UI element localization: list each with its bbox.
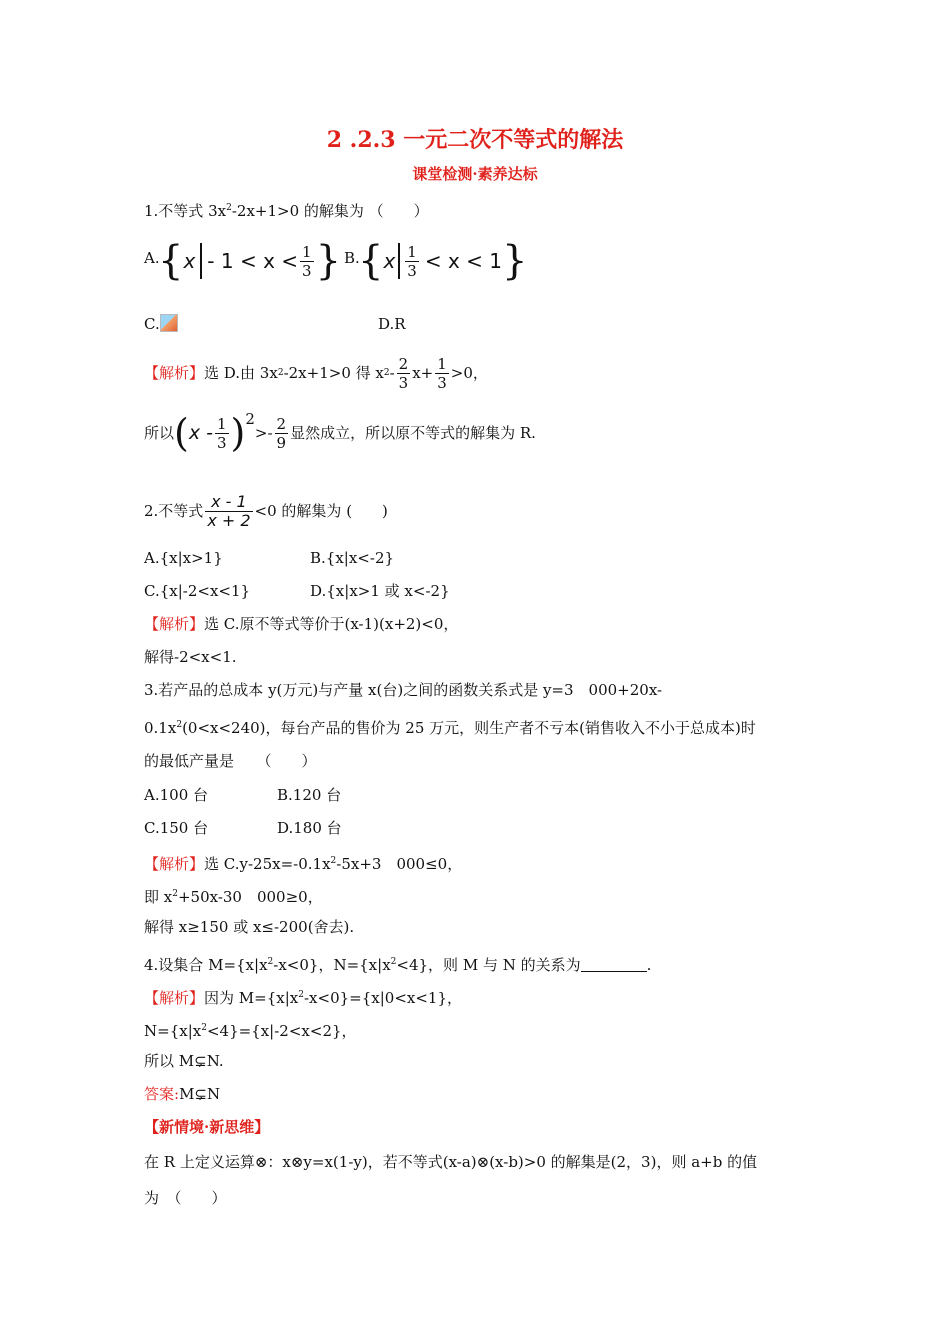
q1-option-c-label: C.	[144, 315, 160, 333]
q4-analysis-b: -x<0}={x|0<x<1}，	[303, 989, 463, 1007]
q4-answer	[144, 1084, 220, 1104]
analysis-tag: 【解析】	[144, 989, 205, 1007]
q3-analysis-line3: 解得 x≥150 或 x≤-200(舍去).	[144, 918, 355, 936]
q2-analysis	[144, 614, 458, 634]
set-bar-icon	[398, 243, 400, 279]
right-brace-icon: }	[502, 238, 528, 284]
q1-option-a-label: A.	[144, 249, 160, 267]
frac-den: 3	[437, 373, 447, 392]
q1-line2-frac2	[275, 415, 289, 452]
q1-stem-text-a: 1.不等式 3x	[144, 202, 227, 220]
q3-analysis-b: -5x+3 000≤0，	[336, 855, 463, 873]
new-scenario-line2: 为 （ ）	[144, 1189, 227, 1207]
q3-line2-b: (0<x<240)，每台产品的售价为 25 万元，则生产者不亏本(销售收入不小于总成本)时	[182, 719, 756, 737]
q1-line2-exp: 2	[245, 410, 255, 428]
q4-stem-a: 4.设集合 M={x|x	[144, 956, 268, 974]
analysis-tag: 【解析】	[144, 364, 205, 382]
q1-line2-frac	[215, 415, 229, 452]
frac-num: x - 1	[205, 493, 252, 512]
q3-stem-line2	[144, 715, 756, 738]
q3-analysis2-b: +50x-30 000≥0，	[177, 888, 323, 906]
q2-stem-a: 2.不等式	[144, 502, 204, 520]
q1-line2-b: >-	[254, 424, 273, 442]
q2-option-d: D.{x|x>1 或 x<-2}	[310, 582, 450, 600]
analysis-tag: 【解析】	[144, 855, 205, 873]
q1-option-a-math	[158, 236, 341, 286]
q1-line2-x: x -	[188, 422, 213, 444]
q1-option-a-var: x	[183, 249, 196, 273]
q1-option-a-frac	[300, 243, 314, 280]
left-paren-icon: (	[174, 411, 189, 455]
q1-analysis-a: 选 D.由 3x	[204, 364, 278, 382]
q3-analysis-line2	[144, 884, 323, 907]
q4-analysis2-a: N={x|x	[144, 1022, 202, 1040]
q3-analysis-a: 选 C.y-25x=-0.1x	[204, 855, 331, 873]
frac-den: 3	[398, 373, 409, 392]
frac-den: 3	[407, 261, 417, 280]
q3-stem-line1: 3.若产品的总成本 y(万元)与产量 x(台)之间的函数关系式是 y=3 000+20x-	[144, 681, 663, 699]
q4-analysis2-sup: 2	[201, 1023, 207, 1033]
frac-den: 9	[276, 433, 287, 452]
right-brace-icon: }	[315, 238, 342, 284]
page-subtitle: 课堂检测·素养达标	[412, 165, 538, 183]
frac-den: x + 2	[207, 510, 251, 530]
q3-analysis2-a: 即 x	[144, 888, 173, 906]
q1-line2-c: 显然成立，所以原不等式的解集为 R.	[290, 424, 536, 442]
q1-analysis-line2	[144, 408, 536, 458]
frac-num: 2	[398, 354, 409, 373]
q1-option-b-label: B.	[344, 249, 360, 267]
q4-stem-b: -x<0}，N={x|x	[273, 956, 391, 974]
q2-analysis-text: 选 C.原不等式等价于(x-1)(x+2)<0，	[204, 615, 459, 633]
q4-analysis2-b: <4}={x|-2<x<2}，	[206, 1022, 357, 1040]
q1-analysis-c: -	[389, 364, 395, 382]
q4-stem-c: <4}，则 M 与 N 的关系为	[396, 956, 581, 974]
q1-analysis-e: >0，	[450, 364, 488, 382]
q4-analysis-line2	[144, 1018, 357, 1041]
page-title: 2 .2.3 一元二次不等式的解法	[326, 127, 624, 153]
q1-option-d: D.R	[378, 315, 406, 333]
left-brace-icon: {	[358, 238, 384, 284]
right-paren-icon: )	[230, 411, 246, 455]
q1-analysis-sup: 2	[277, 368, 284, 378]
q1-analysis-sup2: 2	[383, 368, 390, 378]
q3-stem-line3: 的最低产量是 （ ）	[144, 752, 317, 770]
set-bar-icon	[200, 243, 202, 279]
q1-stem-sup: 2	[226, 203, 232, 213]
frac-num: 1	[216, 414, 227, 433]
frac-num: 1	[302, 242, 312, 261]
q2-analysis-line2: 解得-2<x<1.	[144, 648, 237, 666]
frac-den: 3	[216, 433, 227, 452]
q1-analysis-frac1	[397, 355, 411, 392]
q2-option-c: C.{x|-2<x<1}	[144, 582, 251, 600]
q4-analysis-line3: 所以 M⊊N.	[144, 1052, 224, 1070]
q1-option-b-frac	[405, 243, 419, 280]
q2-option-b: B.{x|x<-2}	[310, 549, 395, 567]
q3-line2-a: 0.1x	[144, 719, 177, 737]
q1-stem	[144, 198, 429, 221]
q1-option-b-var: x	[383, 249, 396, 273]
q3-option-c: C.150 台	[144, 819, 209, 837]
frac-den: 3	[302, 261, 312, 280]
q4-analysis	[144, 985, 462, 1008]
broken-image-icon	[160, 314, 178, 332]
q3-analysis-sup: 2	[330, 856, 337, 866]
q1-option-a-mid: - 1 < x <	[207, 249, 299, 273]
q4-analysis-sup: 2	[298, 990, 304, 1000]
q1-analysis-d: x+	[412, 364, 434, 382]
q4-analysis-a: 因为 M={x|x	[204, 989, 299, 1007]
q3-analysis	[144, 851, 462, 874]
q3-option-a: A.100 台	[144, 786, 208, 804]
q1-option-c	[144, 314, 178, 334]
q3-option-b: B.120 台	[277, 786, 342, 804]
q4-stem	[144, 952, 651, 975]
q1-option-b-math	[358, 236, 527, 286]
analysis-tag: 【解析】	[144, 615, 205, 633]
answer-tag: 答案:	[144, 1085, 180, 1103]
q1-line2-a: 所以	[144, 424, 175, 442]
q2-stem	[144, 488, 388, 534]
new-scenario-line1: 在 R 上定义运算⊗：x⊗y=x(1-y)，若不等式(x-a)⊗(x-b)>0 的解集是(2，3)，则 a+b 的值	[144, 1153, 758, 1171]
q4-stem-sup: 2	[267, 957, 274, 967]
q2-stem-b: <0 的解集为 ( )	[254, 502, 388, 520]
q1-analysis-frac2	[435, 355, 449, 392]
q1-stem-text-b: -2x+1>0 的解集为 （ ）	[231, 202, 429, 220]
q2-frac	[205, 493, 252, 530]
q1-analysis	[144, 353, 488, 393]
frac-num: 1	[407, 242, 417, 261]
q3-line2-sup: 2	[176, 720, 183, 730]
new-scenario-tag: 【新情境·新思维】	[144, 1118, 270, 1136]
q4-answer-text: M⊊N	[179, 1085, 221, 1103]
answer-blank	[581, 957, 647, 972]
q1-option-b-mid: < x < 1	[424, 249, 502, 273]
q1-analysis-b: -2x+1>0 得 x	[283, 364, 384, 382]
left-brace-icon: {	[158, 238, 184, 284]
q3-analysis2-sup: 2	[172, 889, 178, 899]
q4-stem-d: .	[646, 956, 652, 974]
frac-num: 2	[276, 414, 287, 433]
q3-option-d: D.180 台	[277, 819, 342, 837]
q4-stem-sup2: 2	[390, 957, 397, 967]
q2-option-a: A.{x|x>1}	[144, 549, 223, 567]
frac-num: 1	[437, 354, 447, 373]
